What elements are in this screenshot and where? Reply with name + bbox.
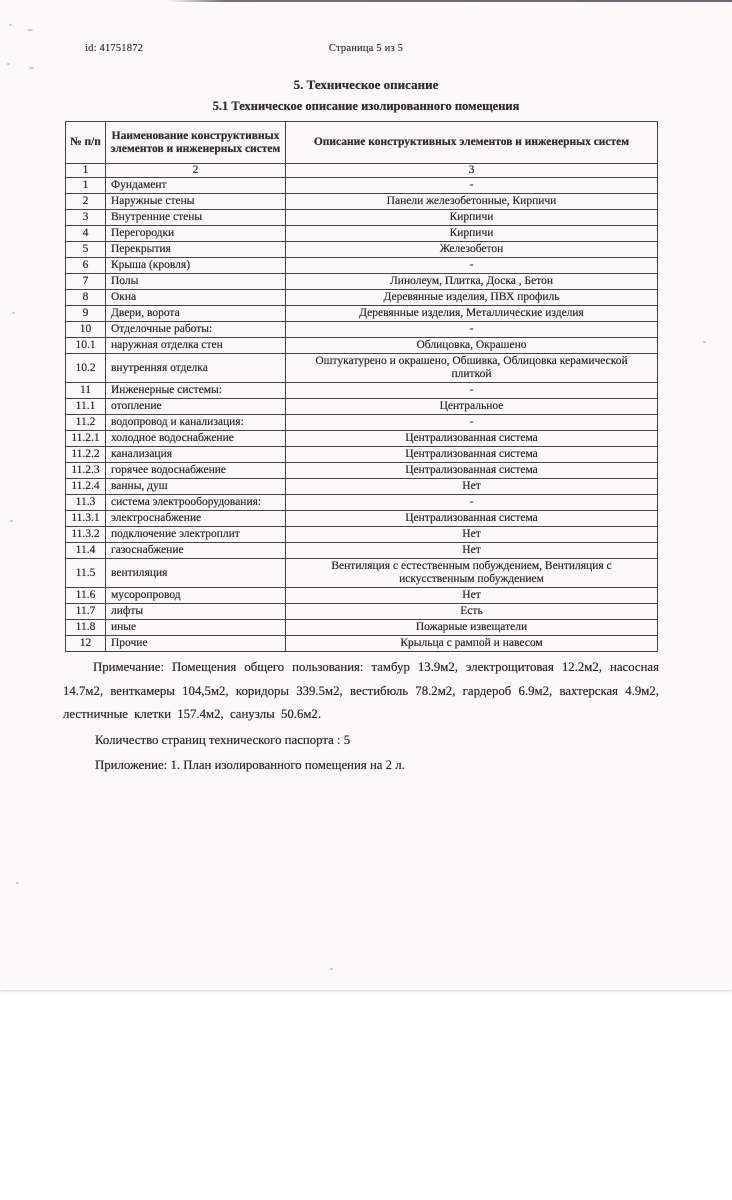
cell-num: 8 — [66, 290, 106, 306]
table-row — [66, 399, 658, 415]
section-title: 5. Техническое описание — [293, 77, 439, 92]
cell-desc: Централизованная система — [286, 511, 658, 527]
cell-name: Крыша (кровля) — [106, 258, 286, 274]
cell-num: 11.2 — [66, 415, 106, 431]
doc-id: id: 41751872 — [85, 43, 144, 54]
cell-num: 12 — [66, 636, 106, 652]
table-row — [66, 258, 658, 274]
scan-speck — [29, 67, 34, 69]
column-number-3: 3 — [286, 164, 658, 178]
table-row — [66, 463, 658, 479]
cell-num: 10.2 — [66, 354, 106, 383]
cell-desc: Линолеум, Плитка, Доска , Бетон — [286, 274, 658, 290]
cell-num: 10 — [66, 322, 106, 338]
cell-num: 11.2.3 — [66, 463, 106, 479]
cell-name: Инженерные системы: — [106, 383, 286, 399]
cell-name: внутренняя отделка — [106, 354, 286, 383]
scan-edge-artifact — [168, 0, 732, 2]
cell-num: 11.4 — [66, 543, 106, 559]
table-row — [66, 479, 658, 495]
table-row — [66, 383, 658, 399]
cell-name: иные — [106, 620, 286, 636]
table-row — [66, 431, 658, 447]
cell-num: 6 — [66, 258, 106, 274]
cell-desc: Пожарные извещатели — [286, 620, 658, 636]
cell-name: ванны, душ — [106, 479, 286, 495]
scan-speck — [330, 968, 333, 970]
cell-name: Перекрытия — [106, 242, 286, 258]
cell-name: мусоропровод — [106, 588, 286, 604]
cell-num: 7 — [66, 274, 106, 290]
cell-name: водопровод и канализация: — [106, 415, 286, 431]
cell-name: Перегородки — [106, 226, 286, 242]
cell-num: 3 — [66, 210, 106, 226]
cell-num: 11.7 — [66, 604, 106, 620]
cell-desc: - — [286, 383, 658, 399]
cell-name: канализация — [106, 447, 286, 463]
table-row — [66, 559, 658, 588]
table-row — [66, 620, 658, 636]
cell-num: 5 — [66, 242, 106, 258]
cell-desc: Железобетон — [286, 242, 658, 258]
cell-desc: Нет — [286, 527, 658, 543]
cell-desc: Кирпичи — [286, 226, 658, 242]
column-header-name: Наименование конструктивных элементов и инженерных систем — [106, 122, 286, 164]
table-row — [66, 210, 658, 226]
cell-name: отопление — [106, 399, 286, 415]
table-row — [66, 178, 658, 194]
table-row — [66, 290, 658, 306]
page-indicator: Страница 5 из 5 — [328, 43, 404, 54]
column-header-desc: Описание конструктивных элементов и инженерных систем — [286, 122, 658, 164]
cell-num: 11.3.2 — [66, 527, 106, 543]
scan-speck — [10, 520, 13, 522]
cell-num: 9 — [66, 306, 106, 322]
cell-desc: Централизованная система — [286, 463, 658, 479]
scan-speck — [703, 341, 706, 343]
cell-num: 4 — [66, 226, 106, 242]
cell-name: Двери, ворота — [106, 306, 286, 322]
cell-desc: - — [286, 178, 658, 194]
cell-num: 11.2.2 — [66, 447, 106, 463]
scan-speck — [27, 29, 33, 31]
cell-name: Окна — [106, 290, 286, 306]
table-row — [66, 511, 658, 527]
cell-num: 11.2.4 — [66, 479, 106, 495]
scan-speck — [9, 24, 12, 26]
cell-desc: Централизованная система — [286, 431, 658, 447]
cell-desc: Нет — [286, 479, 658, 495]
cell-name: система электрооборудования: — [106, 495, 286, 511]
cell-name: подключение электроплит — [106, 527, 286, 543]
table-row — [66, 322, 658, 338]
scan-speck — [16, 882, 19, 884]
cell-desc: Панели железобетонные, Кирпичи — [286, 194, 658, 210]
cell-desc: Оштукатурено и окрашено, Обшивка, Облицовка керамической плиткой — [286, 354, 658, 383]
cell-desc: Централизованная система — [286, 447, 658, 463]
table-row — [66, 242, 658, 258]
cell-desc: Крыльца с рампой и навесом — [286, 636, 658, 652]
attachment-line: Приложение: 1. План изолированного помещения на 2 л. — [95, 758, 405, 772]
cell-name: вентиляция — [106, 559, 286, 588]
cell-num: 1 — [66, 178, 106, 194]
cell-desc: Нет — [286, 588, 658, 604]
column-number-1: 1 — [66, 164, 106, 178]
table-row — [66, 527, 658, 543]
table-header — [66, 122, 658, 178]
cell-desc: Центральное — [286, 399, 658, 415]
cell-name: горячее водоснабжение — [106, 463, 286, 479]
cell-name: электроснабжение — [106, 511, 286, 527]
column-number-row — [66, 164, 658, 178]
cell-name: газоснабжение — [106, 543, 286, 559]
table-row — [66, 543, 658, 559]
cell-name: Фундамент — [106, 178, 286, 194]
pages-count-line: Количество страниц технического паспорта : 5 — [95, 733, 351, 747]
cell-desc: Есть — [286, 604, 658, 620]
table-row — [66, 415, 658, 431]
cell-name: Внутренние стены — [106, 210, 286, 226]
cell-num: 11.3 — [66, 495, 106, 511]
scan-speck — [12, 312, 15, 314]
note-paragraph: Примечание: Помещения общего пользования: тамбур 13.9м2, электрощитовая 12.2м2, насосная 14.7м2, венткамеры 104,5м2, коридоры 339.5м2, вестибюль 78.2м2, гардероб 6.9м2, вахтерская 4.9м2, лестничные клетки 157.4м2, санузлы 50.6м2. — [63, 660, 659, 721]
cell-desc: Деревянные изделия, Металлические изделия — [286, 306, 658, 322]
cell-desc: Облицовка, Окрашено — [286, 338, 658, 354]
cell-num: 10.1 — [66, 338, 106, 354]
cell-desc: Деревянные изделия, ПВХ профиль — [286, 290, 658, 306]
cell-name: Полы — [106, 274, 286, 290]
table-row — [66, 588, 658, 604]
cell-desc: Кирпичи — [286, 210, 658, 226]
cell-desc: - — [286, 495, 658, 511]
table-row — [66, 495, 658, 511]
cell-desc: - — [286, 322, 658, 338]
cell-name: наружная отделка стен — [106, 338, 286, 354]
column-header-num: № п/п — [66, 122, 106, 164]
cell-name: лифты — [106, 604, 286, 620]
header-row — [66, 122, 658, 164]
cell-name: холодное водоснабжение — [106, 431, 286, 447]
table-row — [66, 447, 658, 463]
cell-desc: Нет — [286, 543, 658, 559]
table-row — [66, 306, 658, 322]
table-row — [66, 354, 658, 383]
cell-num: 11.3.1 — [66, 511, 106, 527]
cell-num: 2 — [66, 194, 106, 210]
table-row — [66, 636, 658, 652]
table-row — [66, 604, 658, 620]
table-row — [66, 226, 658, 242]
scan-speck — [7, 63, 10, 65]
column-number-2: 2 — [106, 164, 286, 178]
cell-num: 11.2.1 — [66, 431, 106, 447]
section-subtitle: 5.1 Техническое описание изолированного помещения — [212, 99, 520, 113]
cell-desc: - — [286, 258, 658, 274]
table-body — [66, 178, 658, 652]
table-row — [66, 274, 658, 290]
cell-num: 11 — [66, 383, 106, 399]
cell-num: 11.8 — [66, 620, 106, 636]
tech-description-table — [65, 121, 658, 652]
cell-name: Наружные стены — [106, 194, 286, 210]
cell-name: Отделочные работы: — [106, 322, 286, 338]
cell-desc: Вентиляция с естественным побуждением, Вентиляция с искусственным побуждением — [286, 559, 658, 588]
table-row — [66, 338, 658, 354]
cell-desc: - — [286, 415, 658, 431]
cell-num: 11.6 — [66, 588, 106, 604]
table-row — [66, 194, 658, 210]
cell-num: 11.1 — [66, 399, 106, 415]
cell-name: Прочие — [106, 636, 286, 652]
cell-num: 11.5 — [66, 559, 106, 588]
